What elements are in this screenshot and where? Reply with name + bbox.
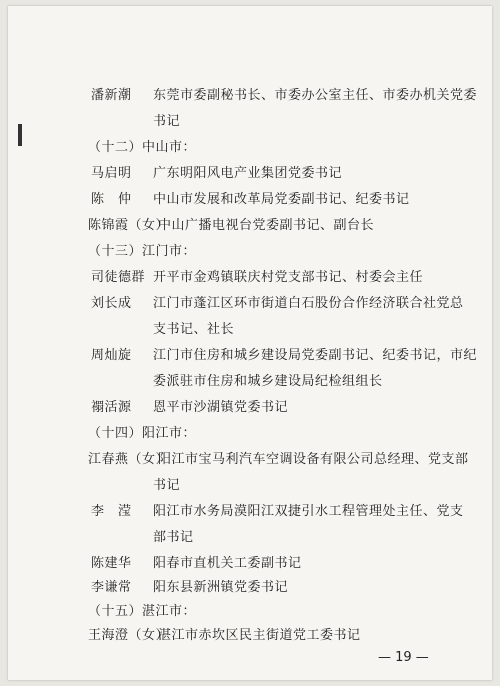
entry-line: 委派驻市住房和城乡建设局纪检组组长 xyxy=(153,374,383,389)
document-page xyxy=(8,6,492,680)
section-heading: （十四）阳江市： xyxy=(88,426,197,441)
entry-name: 马启明 xyxy=(91,166,132,181)
entry-name: 陈建华 xyxy=(91,556,132,571)
entry-line: 阳东县新洲镇党委书记 xyxy=(153,580,289,595)
entry-name: 陈 仲 xyxy=(91,192,132,207)
binding-mark xyxy=(18,124,22,146)
section-heading: （十五）湛江市： xyxy=(88,604,197,619)
entry-name: 刘长成 xyxy=(91,296,132,311)
entry-line: 东莞市委副秘书长、市委办公室主任、市委办机关党委 xyxy=(153,88,478,103)
entry-name: 禤活源 xyxy=(91,400,132,415)
entry-name: 潘新潮 xyxy=(91,88,132,103)
entry-line: 广东明阳风电产业集团党委书记 xyxy=(153,166,343,181)
entry-line: 支书记、社长 xyxy=(153,322,235,337)
entry-line: 中山市发展和改革局党委副书记、纪委书记 xyxy=(153,192,410,207)
section-heading: （十二）中山市： xyxy=(88,140,197,155)
entry-name: 李 滢 xyxy=(91,504,132,519)
entry-line: 中山广播电视台党委副书记、副台长 xyxy=(158,218,375,233)
section-heading: （十三）江门市： xyxy=(88,244,197,259)
entry-line: 书记 xyxy=(153,478,181,493)
entry-name: 王海澄（女） xyxy=(88,628,170,643)
entry-line: 湛江市赤坎区民主街道党工委书记 xyxy=(158,628,361,643)
page-number: — 19 — xyxy=(378,650,429,665)
entry-name: 陈锦霞（女） xyxy=(88,218,170,233)
entry-line: 江门市蓬江区环市街道白石股份合作经济联合社党总 xyxy=(153,296,464,311)
entry-line: 开平市金鸡镇联庆村党支部书记、村委会主任 xyxy=(153,270,424,285)
entry-line: 部书记 xyxy=(153,530,194,545)
entry-name: 江春燕（女） xyxy=(88,452,170,467)
entry-line: 阳江市宝马利汽车空调设备有限公司总经理、党支部 xyxy=(158,452,469,467)
entry-line: 书记 xyxy=(153,114,181,129)
entry-name: 周灿旋 xyxy=(91,348,132,363)
entry-line: 阳江市水务局漠阳江双捷引水工程管理处主任、党支 xyxy=(153,504,464,519)
entry-line: 江门市住房和城乡建设局党委副书记、纪委书记，市纪 xyxy=(153,348,478,363)
entry-name: 李谦常 xyxy=(91,580,132,595)
entry-line: 恩平市沙湖镇党委书记 xyxy=(153,400,289,415)
entry-line: 阳春市直机关工委副书记 xyxy=(153,556,302,571)
entry-name: 司徒德群 xyxy=(91,270,146,285)
